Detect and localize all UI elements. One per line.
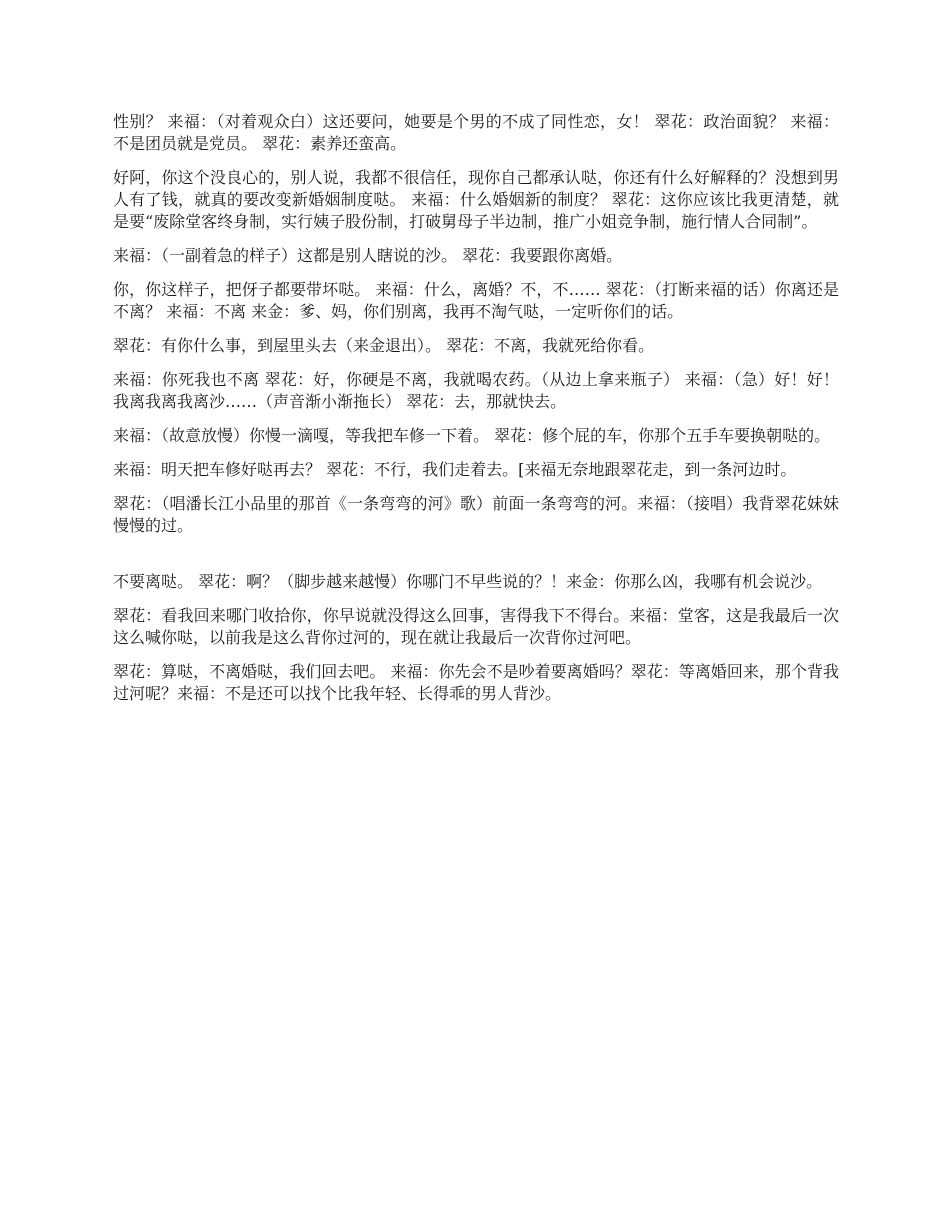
document-body [113,111,839,717]
paragraph: 性别？ 来福：（对着观众白）这还要问，她要是个男的不成了同性恋，女！ 翠花：政治面貌？ 来福：不是团员就是党员。 翠花：素养还蛮高。 [113,112,839,153]
paragraph: 来福：明天把车修好哒再去？ 翠花：不行，我们走着去。[来福无奈地跟翠花走，到一条河边时。 [113,460,797,479]
paragraph: 来福：（一副着急的样子）这都是别人瞎说的沙。 翠花：我要跟你离婚。 [113,246,623,265]
paragraph: 来福：你死我也不离 翠花：好，你硬是不离，我就喝农药。（从边上拿来瓶子） 来福：（急）好！好！我离我离我离沙……（声音渐小渐拖长） 翠花：去，那就快去。 [113,370,839,411]
paragraph: 翠花：算哒，不离婚哒，我们回去吧。 来福：你先会不是吵着要离婚吗？翠花：等离婚回来，那个背我过河呢？来福：不是还可以找个比我年轻、长得乖的男人背沙。 [113,662,839,703]
paragraph: 来福：（故意放慢）你慢一滴嘎，等我把车修一下着。 翠花：修个屁的车，你那个五手车要换朝哒的。 [113,426,831,445]
paragraph: 好阿，你这个没良心的，别人说，我都不很信任，现你自己都承认哒，你还有什么好解释的？没想到男人有了钱，就真的要改变新婚姻制度哒。 来福：什么婚姻新的制度？ 翠花：这你应该比我更清楚，就是要“废除堂客终身制，实行姨子股份制，打破舅母子半边制，推广小姐竞争制，施行情人合同制”。 [113,168,839,231]
paragraph: 翠花：（唱潘长江小品里的那首《一条弯弯的河》歌）前面一条弯弯的河。来福：（接唱）我背翠花妹妹慢慢的过。 [113,494,839,535]
paragraph: 翠花：看我回来哪门收拾你，你早说就没得这么回事，害得我下不得台。来福：堂客，这是我最后一次这么喊你哒，以前我是这么背你过河的，现在就让我最后一次背你过河吧。 [113,606,839,647]
paragraph: 翠花：有你什么事，到屋里头去（来金退出）。 翠花：不离，我就死给你看。 [113,336,655,355]
section-gap [113,549,839,571]
paragraph: 你，你这样子，把伢子都要带坏哒。 来福：什么，离婚？不，不…… 翠花：（打断来福的话）你离还是不离？ 来福：不离 来金：爹、妈，你们别离，我再不淘气哒，一定听你们的话。 [113,280,839,321]
paragraph: 不要离哒。 翠花：啊？（脚步越来越慢）你哪门不早些说的？！来金：你那么凶，我哪有机会说沙。 [113,572,823,591]
